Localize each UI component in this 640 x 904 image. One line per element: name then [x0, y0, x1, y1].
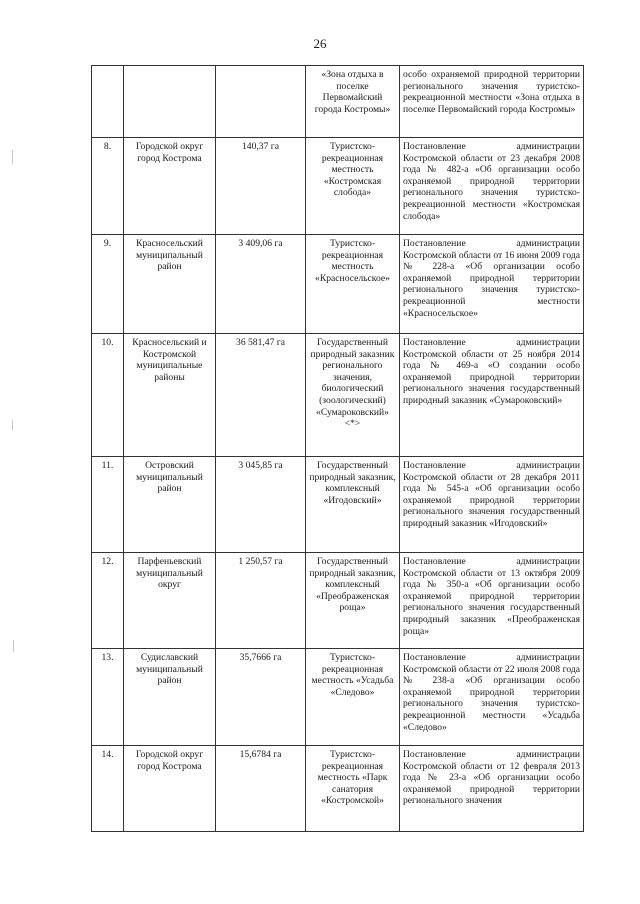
area-cell: 15,6784 га [216, 746, 306, 832]
table-row [92, 334, 584, 457]
area-cell: 140,37 га [216, 138, 306, 235]
territory-cell: Красносельский и Костромской муниципальные районы [124, 334, 216, 457]
zone-name-cell: Туристско-рекреационная местность «Усадьба «Следово» [306, 649, 400, 746]
territory-cell: Красносельский муниципальный район [124, 235, 216, 334]
row-number: 14. [92, 746, 124, 832]
row-number: 11. [92, 457, 124, 553]
zone-name-cell: Туристско-рекреационная местность «Костромская слобода» [306, 138, 400, 235]
zone-name-cell: Туристско-рекреационная местность «Парк санатория «Костромской» [306, 746, 400, 832]
row-number: 9. [92, 235, 124, 334]
territory-cell: Парфеньевский муниципальный округ [124, 553, 216, 649]
zone-name-cell: «Зона отдыха в поселке Первомайский города Костромы» [306, 66, 400, 138]
document-cell: Постановление администрации Костромской области от 25 ноября 2014 года № 469-а «О создании особо охраняемой природной территории регионального значения государственный природный заказник «Сумароковский» [400, 334, 584, 457]
area-cell: 3 045,85 га [216, 457, 306, 553]
area-cell [216, 66, 306, 138]
row-number: 13. [92, 649, 124, 746]
table-row [92, 649, 584, 746]
document-cell: Постановление администрации Костромской области от 12 февраля 2013 года № 23-а «Об организации особо охраняемой природной территории регионального значения [400, 746, 584, 832]
territory-cell: Городской округ город Кострома [124, 746, 216, 832]
scan-artifact-left [13, 640, 14, 652]
table-row [92, 457, 584, 553]
area-cell: 1 250,57 га [216, 553, 306, 649]
scan-artifact-left [12, 150, 13, 164]
document-cell: особо охраняемой природной территории регионального значения туристско-рекреационной местности «Зона отдыха в поселке Первомайский города Костромы» [400, 66, 584, 138]
area-cell: 35,7666 га [216, 649, 306, 746]
scan-artifact-left [12, 420, 13, 430]
document-cell: Постановление администрации Костромской области от 13 октября 2009 года № 350-а «Об организации особо охраняемой природной территории регионального значения государственный природный заказник «Преображенская роща» [400, 553, 584, 649]
table-row [92, 138, 584, 235]
territory-cell [124, 66, 216, 138]
table-row [92, 235, 584, 334]
zone-name-cell: Государственный природный заказник регионального значения, биологический (зоологический) «Сумароковский» <*> [306, 334, 400, 457]
document-cell: Постановление администрации Костромской области от 22 июля 2008 года № 238-а «Об организации особо охраняемой природной территории регионального значения туристско-рекреационной местности «Усадьба «Следово» [400, 649, 584, 746]
area-cell: 36 581,47 га [216, 334, 306, 457]
area-cell: 3 409,06 га [216, 235, 306, 334]
document-cell: Постановление администрации Костромской области от 28 декабря 2011 года № 545-а «Об организации особо охраняемой природной территории регионального значения государственный природный заказник «Игодовский» [400, 457, 584, 553]
zone-name-cell: Государственный природный заказник, комплексный «Игодовский» [306, 457, 400, 553]
document-cell: Постановление администрации Костромской области от 23 декабря 2008 года № 482-а «Об организации особо охраняемой природной территории регионального значения туристско-рекреационной местности «Костромская слобода» [400, 138, 584, 235]
territory-cell: Судиславский муниципальный район [124, 649, 216, 746]
zone-name-cell: Туристско-рекреационная местность «Красносельское» [306, 235, 400, 334]
document-cell: Постановление администрации Костромской области от 16 июня 2009 года № 228-а «Об организации особо охраняемой природной территории регионального значения туристско-рекреационной местности «Красносельское» [400, 235, 584, 334]
row-number: 10. [92, 334, 124, 457]
protected-areas-table [91, 65, 584, 832]
row-number: 8. [92, 138, 124, 235]
row-number [92, 66, 124, 138]
page-number: 26 [313, 36, 327, 51]
table-row [92, 553, 584, 649]
row-number: 12. [92, 553, 124, 649]
territory-cell: Городской округ город Кострома [124, 138, 216, 235]
territory-cell: Островский муниципальный район [124, 457, 216, 553]
table-row [92, 746, 584, 832]
zone-name-cell: Государственный природный заказник, комплексный «Преображенская роща» [306, 553, 400, 649]
table-row [92, 66, 584, 138]
